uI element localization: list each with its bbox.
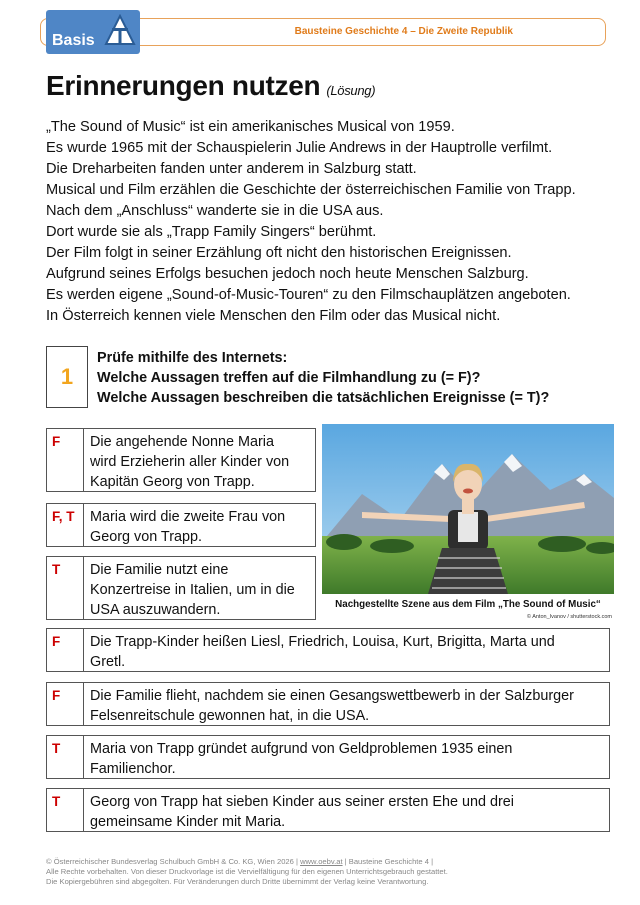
statement-text: Maria von Trapp gründet aufgrund von Geldproblemen 1935 einen Familienchor. — [90, 741, 513, 777]
statement-row — [46, 682, 610, 726]
intro-line: Es wurde 1965 mit der Schauspielerin Julie Andrews in der Hauptrolle verfilmt. — [46, 140, 553, 156]
answer-key: F, T — [47, 504, 84, 546]
statement-text: Die Trapp-Kinder heißen Liesl, Friedrich, Louisa, Kurt, Brigitta, Marta und Gretl. — [90, 634, 555, 670]
answer-key: F — [47, 629, 84, 671]
movie-scene-image — [322, 424, 614, 594]
logo-text: Basis — [52, 32, 95, 49]
statement-text: Georg von Trapp hat sieben Kinder aus seiner ersten Ehe und drei gemeinsame Kinder mit Maria. — [90, 794, 514, 830]
task-line: Welche Aussagen beschreiben die tatsächlichen Ereignisse (= T)? — [97, 390, 550, 406]
intro-line: Es werden eigene „Sound-of-Music-Touren“ zu den Filmschauplätzen angeboten. — [46, 287, 571, 303]
task-line: Welche Aussagen treffen auf die Filmhandlung zu (= F)? — [97, 370, 481, 386]
intro-line: Dort wurde sie als „Trapp Family Singers“ berühmt. — [46, 224, 377, 240]
page-subtitle: (Lösung) — [326, 83, 376, 98]
answer-key: T — [47, 736, 84, 778]
statement-row — [46, 788, 610, 832]
intro-line: Aufgrund seines Erfolgs besuchen jedoch noch heute Menschen Salzburg. — [46, 266, 529, 282]
answer-key: F — [47, 683, 84, 725]
statement-row — [46, 735, 610, 779]
task-line: Prüfe mithilfe des Internets: — [97, 350, 288, 366]
footer-line: Die Kopiergebühren sind abgegolten. Für Veränderungen durch Dritte übernimmt der Verlag keine Verantwortung. — [46, 877, 429, 886]
intro-line: Musical und Film erzählen die Geschichte der österreichischen Familie von Trapp. — [46, 182, 576, 198]
page-title: Erinnerungen nutzen (Lösung) — [46, 70, 376, 101]
answer-key: F — [47, 429, 84, 491]
answer-key: T — [47, 557, 84, 619]
statement-text: Maria wird die zweite Frau von Georg von Trapp. — [90, 509, 286, 545]
logo — [46, 10, 140, 54]
statement-text: Die angehende Nonne Maria wird Erzieherin aller Kinder von Kapitän Georg von Trapp. — [90, 434, 290, 490]
statement-text: Die Familie flieht, nachdem sie einen Gesangswettbewerb in der Salzburger Felsenreitschule gewonnen hat, in die USA. — [90, 688, 574, 724]
intro-line: Die Dreharbeiten fanden unter anderem in Salzburg statt. — [46, 161, 417, 177]
photo-credit: © Anton_Ivanov / shutterstock.com — [526, 614, 612, 620]
statement-text: Die Familie nutzt eine Konzertreise in Italien, um in die USA auszuwandern. — [90, 562, 295, 618]
statement-row — [46, 628, 610, 672]
intro-text — [46, 117, 616, 327]
photo-caption: Nachgestellte Szene aus dem Film „The Sound of Music“ — [335, 599, 601, 610]
publisher-link[interactable]: www.oebv.at — [300, 857, 343, 866]
answer-key: T — [47, 789, 84, 831]
movie-scene-photo — [322, 424, 614, 594]
intro-line: „The Sound of Music“ ist ein amerikanisches Musical von 1959. — [46, 119, 455, 135]
footer — [46, 857, 448, 887]
triangle-logo-icon — [104, 14, 136, 48]
statement-row — [46, 503, 316, 547]
task-instructions — [97, 348, 549, 408]
statement-row — [46, 556, 316, 620]
intro-line: In Österreich kennen viele Menschen den Film oder das Musical nicht. — [46, 308, 501, 324]
task-number: 1 — [46, 346, 88, 408]
intro-line: Der Film folgt in seiner Erzählung oft nicht den historischen Ereignissen. — [46, 245, 512, 261]
header-title: Bausteine Geschichte 4 – Die Zweite Republik — [294, 26, 513, 37]
statement-row — [46, 428, 316, 492]
footer-line: Alle Rechte vorbehalten. Von dieser Druckvorlage ist die Vervielfältigung für den eigenen Unterrichtsgebrauch gestattet. — [46, 867, 448, 876]
intro-line: Nach dem „Anschluss“ wanderte sie in die USA aus. — [46, 203, 384, 219]
footer-line: © Österreichischer Bundesverlag Schulbuch GmbH & Co. KG, Wien 2026 | www.oebv.at | Bausteine Geschichte 4 | — [46, 857, 434, 866]
